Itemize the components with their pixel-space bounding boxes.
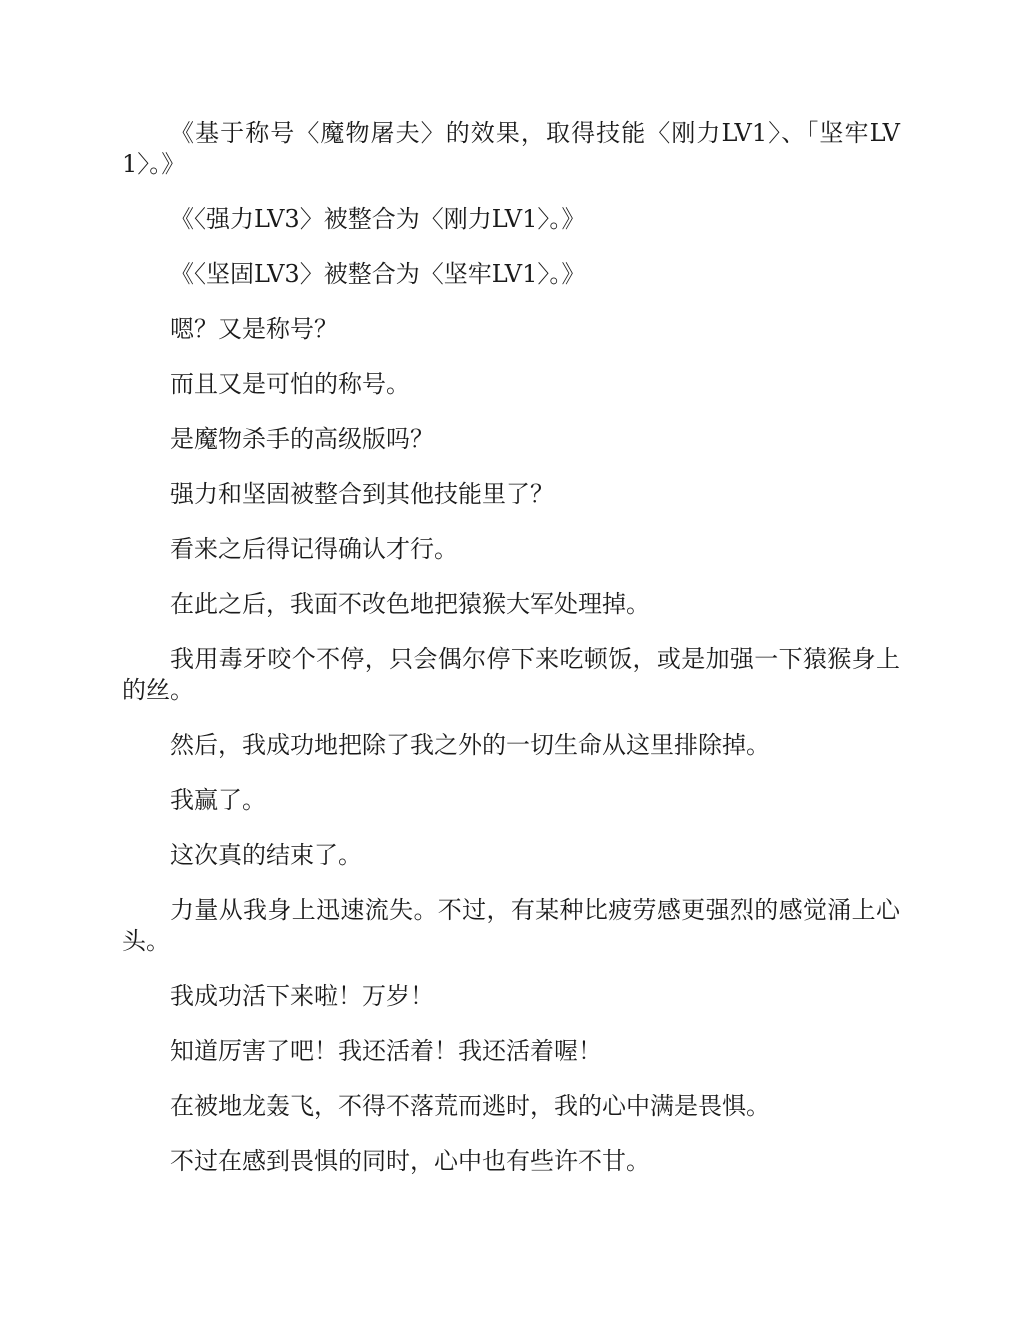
paragraph: 强力和坚固被整合到其他技能里了？ bbox=[170, 480, 554, 508]
paragraph: 我成功活下来啦！万岁！ bbox=[170, 982, 434, 1010]
paragraph: 然后，我成功地把除了我之外的一切生命从这里排除掉。 bbox=[170, 731, 770, 759]
paragraph: 而且又是可怕的称号。 bbox=[170, 370, 410, 398]
paragraph: 我用毒牙咬个不停，只会偶尔停下来吃顿饭，或是加强一下猿猴身上的丝。 bbox=[122, 645, 900, 704]
paragraph: 这次真的结束了。 bbox=[170, 841, 362, 869]
paragraph: 《〈坚固LV3〉被整合为〈坚牢LV1〉。》 bbox=[170, 260, 586, 288]
paragraph: 《〈强力LV3〉被整合为〈刚力LV1〉。》 bbox=[170, 205, 586, 233]
paragraph: 在此之后，我面不改色地把猿猴大军处理掉。 bbox=[170, 590, 650, 618]
paragraph: 是魔物杀手的高级版吗？ bbox=[170, 425, 434, 453]
paragraph: 知道厉害了吧！我还活着！我还活着喔！ bbox=[170, 1037, 602, 1065]
paragraph: 看来之后得记得确认才行。 bbox=[170, 535, 458, 563]
paragraph: 不过在感到畏惧的同时，心中也有些许不甘。 bbox=[170, 1147, 650, 1175]
paragraph: 嗯？又是称号？ bbox=[170, 315, 338, 343]
paragraph: 在被地龙轰飞，不得不落荒而逃时，我的心中满是畏惧。 bbox=[170, 1092, 770, 1120]
paragraph: 《基于称号〈魔物屠夫〉的效果，取得技能〈刚力LV1〉、「坚牢LV1〉。》 bbox=[122, 119, 900, 178]
document-page bbox=[122, 118, 900, 1201]
paragraph: 我赢了。 bbox=[170, 786, 266, 814]
paragraph: 力量从我身上迅速流失。不过，有某种比疲劳感更强烈的感觉涌上心头。 bbox=[122, 896, 900, 955]
